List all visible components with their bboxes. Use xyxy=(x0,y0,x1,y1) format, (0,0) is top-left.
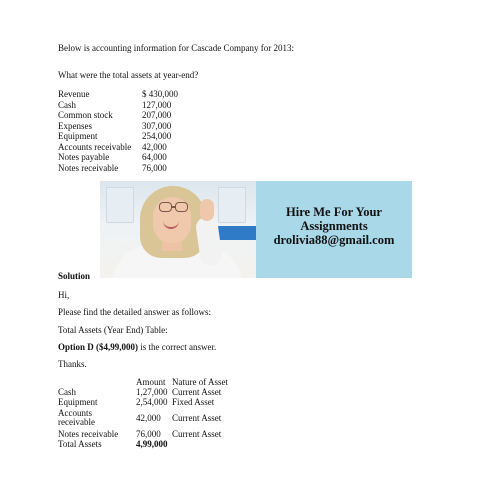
assets-header-row xyxy=(58,377,242,387)
account-label: Accounts receivable xyxy=(58,141,132,152)
asset-nature: Current Asset xyxy=(172,429,222,439)
table-row xyxy=(58,429,242,439)
account-label: Notes payable xyxy=(58,152,110,162)
question-text: What were the total assets at year-end? xyxy=(58,70,199,80)
total-amount: 4,99,000 xyxy=(136,439,168,449)
solution-heading: Solution xyxy=(58,271,91,281)
asset-label: Equipment xyxy=(58,397,98,407)
asset-nature: Fixed Asset xyxy=(172,397,215,407)
table-caption: Total Assets (Year End) Table: xyxy=(58,325,168,335)
account-label: Notes receivable xyxy=(58,162,119,173)
window-shape xyxy=(106,187,134,223)
asset-amount: 2,54,000 xyxy=(136,397,168,407)
accounts-table xyxy=(58,89,202,173)
table-row xyxy=(58,397,242,407)
account-row xyxy=(58,142,202,153)
answer-option: Option D ($4,99,000) xyxy=(58,342,139,352)
account-label: Cash xyxy=(58,99,76,110)
glasses-icon xyxy=(175,202,188,212)
table-row xyxy=(58,387,242,397)
account-row xyxy=(58,89,202,100)
asset-nature: Current Asset xyxy=(172,412,222,423)
account-label: Revenue xyxy=(58,89,90,99)
header-cell: Amount xyxy=(136,377,166,387)
asset-label: Cash xyxy=(58,387,76,397)
total-row xyxy=(58,439,242,449)
answer-sentence xyxy=(58,342,216,353)
asset-label: Notes receivable xyxy=(58,429,119,439)
glasses-bridge xyxy=(171,206,175,208)
ad-email[interactable]: drolivia88@gmail.com xyxy=(273,233,395,247)
total-label: Total Assets xyxy=(58,439,102,449)
answer-rest: is the correct answer. xyxy=(138,342,217,352)
woman-photo xyxy=(100,181,256,278)
account-value: 64,000 xyxy=(142,152,167,162)
account-label: Equipment xyxy=(58,131,98,141)
account-value: 42,000 xyxy=(142,141,167,152)
asset-amount: 42,000 xyxy=(136,412,161,423)
account-row xyxy=(58,121,202,132)
total-spacer xyxy=(172,439,242,449)
intro-text: Below is accounting information for Cascade Company for 2013: xyxy=(58,43,294,53)
greeting-text: Hi, xyxy=(58,290,70,300)
account-value: $ 430,000 xyxy=(142,89,178,99)
header-cell xyxy=(58,377,136,387)
asset-amount: 76,000 xyxy=(136,429,161,439)
account-value: 307,000 xyxy=(142,120,172,131)
assets-table xyxy=(58,377,242,449)
ad-banner[interactable] xyxy=(100,181,412,278)
asset-label: Accounts receivable xyxy=(58,408,95,427)
account-value: 207,000 xyxy=(142,110,172,120)
account-value: 254,000 xyxy=(142,131,172,141)
asset-nature: Current Asset xyxy=(172,387,222,397)
ad-line-1: Hire Me For Your xyxy=(286,205,382,219)
account-value: 127,000 xyxy=(142,99,172,110)
account-row xyxy=(58,152,202,163)
account-value: 76,000 xyxy=(142,162,167,173)
table-row xyxy=(58,407,242,429)
account-row xyxy=(58,131,202,142)
ad-text-box xyxy=(256,181,412,278)
asset-amount: 1,27,000 xyxy=(136,387,168,397)
ad-line-2: Assignments xyxy=(300,219,368,233)
window-shape xyxy=(218,187,246,223)
account-row xyxy=(58,100,202,111)
account-row xyxy=(58,163,202,174)
thanks-text: Thanks. xyxy=(58,359,87,369)
account-row xyxy=(58,110,202,121)
answer-intro-text: Please find the detailed answer as follows: xyxy=(58,307,211,317)
account-label: Expenses xyxy=(58,120,92,131)
hand-shape xyxy=(200,199,214,221)
header-cell: Nature of Asset xyxy=(172,377,228,387)
account-label: Common stock xyxy=(58,110,113,120)
